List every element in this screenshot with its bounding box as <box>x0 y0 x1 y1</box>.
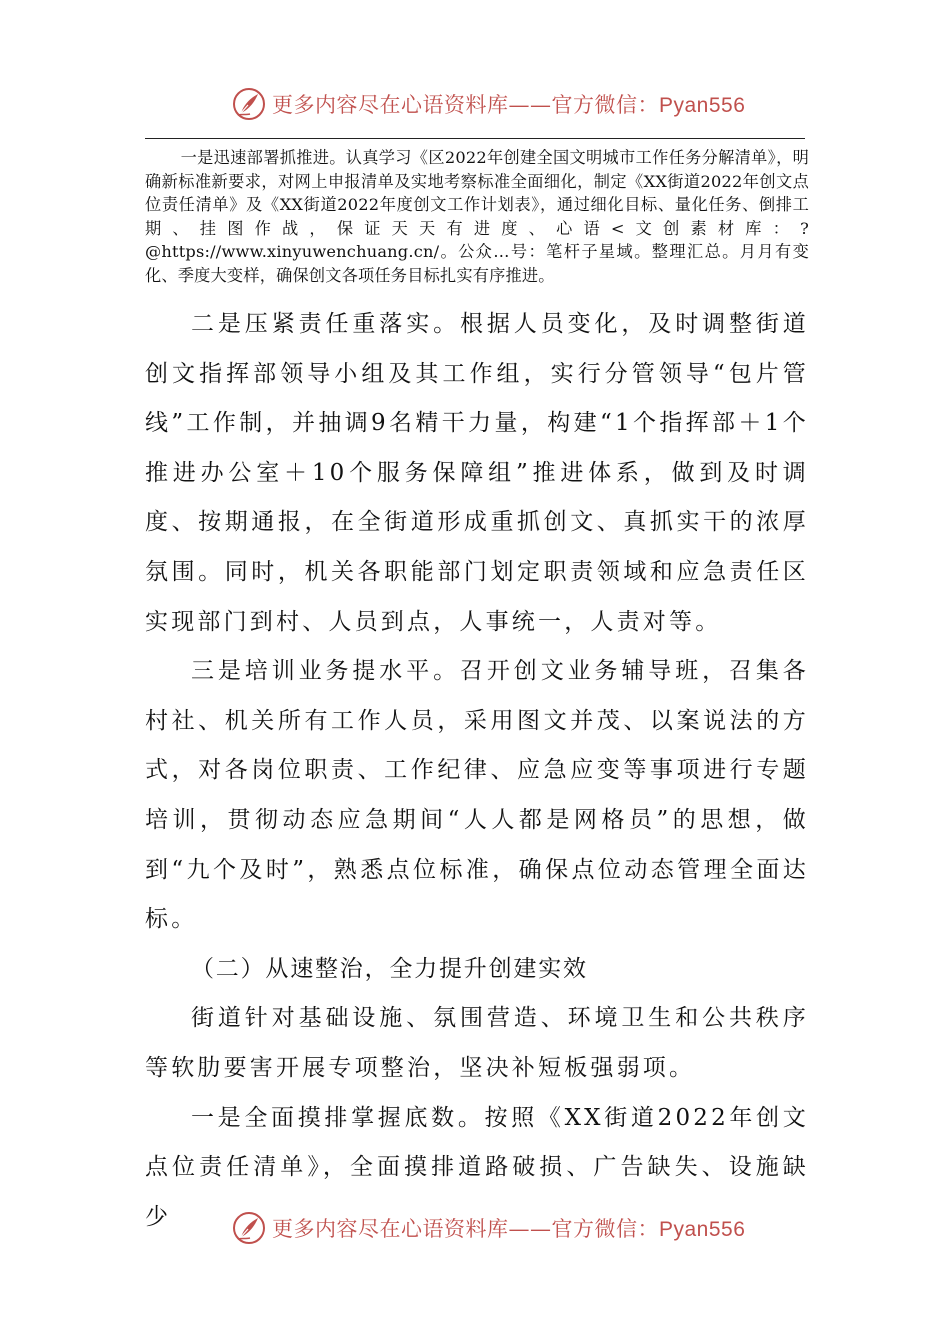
footer-brand <box>232 1210 745 1246</box>
footer-wechat-id: Pyan556 <box>659 1218 746 1241</box>
body-text <box>145 300 809 1242</box>
header-wechat-id: Pyan556 <box>659 94 746 117</box>
header-brand-text: 更多内容尽在心语资料库——官方微信： <box>272 93 659 117</box>
header-brand <box>232 86 745 122</box>
header-divider <box>145 138 805 139</box>
intro-paragraph-block <box>145 146 809 288</box>
section-heading: （二）从速整治，全力提升创建实效 <box>191 955 588 982</box>
footer-brand-text: 更多内容尽在心语资料库——官方微信： <box>272 1217 659 1241</box>
quill-logo-icon <box>232 87 266 121</box>
paragraph-5: 一是全面摸排掌握底数。按照《XX街道2022年创文点位责任清单》，全面摸排道路破损、广告缺失、设施缺少 <box>145 1104 809 1230</box>
paragraph-2: 二是压紧责任重落实。根据人员变化，及时调整街道创文指挥部领导小组及其工作组，实行分管领导“包片管线”工作制，并抽调9名精干力量，构建“1个指挥部＋1个推进办公室＋10个服务保障组”推进体系，做到及时调度、按期通报，在全街道形成重抓创文、真抓实干的浓厚氛围。同时，机关各职能部门划定职责领域和应急责任区实现部门到村、人员到点，人事统一，人责对等。 <box>145 311 809 635</box>
paragraph-4: 街道针对基础设施、氛围营造、环境卫生和公共秩序等软肋要害开展专项整治，坚决补短板强弱项。 <box>145 1005 809 1081</box>
paragraph-3: 三是培训业务提水平。召开创文业务辅导班，召集各村社、机关所有工作人员，采用图文并茂、以案说法的方式，对各岗位职责、工作纪律、应急应变等事项进行专题培训，贯彻动态应急期间“人人都是网格员”的思想，做到“九个及时”，熟悉点位标准，确保点位动态管理全面达标。 <box>145 658 809 933</box>
intro-paragraph: 一是迅速部署抓推进。认真学习《区2022年创建全国文明城市工作任务分解清单》，明确新标准新要求，对网上申报清单及实地考察标准全面细化，制定《XX街道2022年创文点位责任清单》及《XX街道2022年度创文工作计划表》，通过细化目标、量化任务、倒排工期、挂图作战，保证天天有进度、心语<文创素材库：?@https://www.xinyuwenchuang.cn/。公众…号：笔杆子星域。整理汇总。月月有变化、季度大变样，确保创文各项任务目标扎实有序推进。 <box>145 148 809 285</box>
quill-logo-icon <box>232 1211 266 1245</box>
